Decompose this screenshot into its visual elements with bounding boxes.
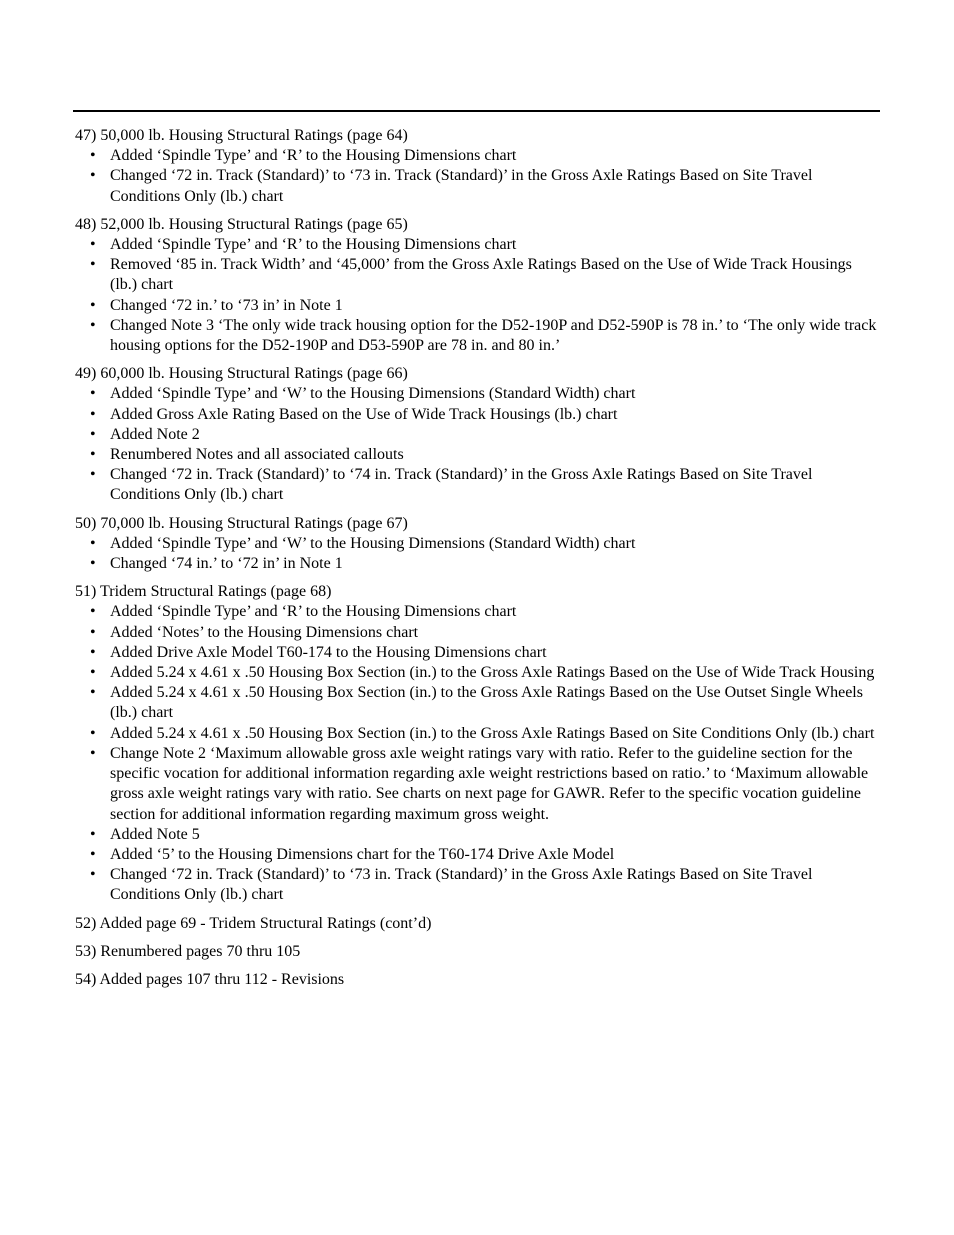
revision-section bbox=[75, 914, 880, 934]
list-item bbox=[75, 166, 880, 206]
list-item-text: Changed ‘72 in.’ to ‘73 in’ in Note 1 bbox=[110, 296, 343, 314]
revision-section bbox=[75, 126, 880, 207]
revision-list bbox=[75, 126, 880, 998]
bullet-glyph: • bbox=[90, 664, 96, 682]
bullet-glyph: • bbox=[90, 147, 96, 165]
list-item-text: Added Gross Axle Rating Based on the Use of Wide Track Housings (lb.) chart bbox=[110, 405, 618, 423]
list-item bbox=[75, 602, 880, 622]
bullet-glyph: • bbox=[90, 167, 96, 185]
bullet-glyph: • bbox=[90, 603, 96, 621]
list-item bbox=[75, 405, 880, 425]
bullet-glyph: • bbox=[90, 643, 96, 661]
list-item bbox=[75, 865, 880, 905]
list-item bbox=[75, 744, 880, 825]
section-heading: 49) 60,000 lb. Housing Structural Ratings (page 66) bbox=[75, 365, 408, 383]
bullet-glyph: • bbox=[90, 385, 96, 403]
list-item bbox=[75, 445, 880, 465]
bullet-glyph: • bbox=[90, 724, 96, 742]
section-heading: 47) 50,000 lb. Housing Structural Ratings (page 64) bbox=[75, 127, 408, 144]
list-item bbox=[75, 384, 880, 404]
list-item-text: Added ‘5’ to the Housing Dimensions chart for the T60-174 Drive Axle Model bbox=[110, 845, 615, 863]
list-item-text: Added ‘Spindle Type’ and ‘R’ to the Housing Dimensions chart bbox=[110, 147, 517, 165]
revision-section bbox=[75, 970, 880, 990]
list-item bbox=[75, 425, 880, 445]
list-item bbox=[75, 623, 880, 643]
list-item bbox=[75, 146, 880, 166]
bullet-glyph: • bbox=[90, 236, 96, 254]
list-item-text: Changed ‘72 in. Track (Standard)’ to ‘74 in. Track (Standard)’ in the Gross Axle Ratings Based on Site Travel Conditions Only (lb.) chart bbox=[110, 466, 813, 504]
bullet-glyph: • bbox=[90, 446, 96, 464]
list-item bbox=[75, 465, 880, 505]
list-item bbox=[75, 235, 880, 255]
bullet-list bbox=[75, 146, 880, 207]
bullet-glyph: • bbox=[90, 405, 96, 423]
bullet-glyph: • bbox=[90, 825, 96, 843]
revision-section bbox=[75, 942, 880, 962]
bullet-glyph: • bbox=[90, 744, 96, 762]
bullet-list bbox=[75, 235, 880, 356]
list-item-text: Added 5.24 x 4.61 x .50 Housing Box Section (in.) to the Gross Axle Ratings Based on the Use Outset Single Wheels (lb.) chart bbox=[110, 684, 863, 722]
revision-section bbox=[75, 582, 880, 905]
revision-section bbox=[75, 364, 880, 505]
section-heading: 48) 52,000 lb. Housing Structural Ratings (page 65) bbox=[75, 215, 408, 233]
list-item-text: Added Note 2 bbox=[110, 425, 200, 443]
list-item bbox=[75, 296, 880, 316]
bullet-glyph: • bbox=[90, 466, 96, 484]
list-item bbox=[75, 554, 880, 574]
revision-section bbox=[75, 215, 880, 356]
list-item-text: Added ‘Spindle Type’ and ‘W’ to the Housing Dimensions (Standard Width) chart bbox=[110, 385, 636, 403]
header-rule bbox=[73, 110, 880, 112]
bullet-glyph: • bbox=[90, 256, 96, 274]
list-item bbox=[75, 255, 880, 295]
list-item-text: Removed ‘85 in. Track Width’ and ‘45,000’ from the Gross Axle Ratings Based on the Use of Wide Track Housings (lb.) chart bbox=[110, 256, 852, 294]
list-item-text: Changed ‘72 in. Track (Standard)’ to ‘73 in. Track (Standard)’ in the Gross Axle Ratings Based on Site Travel Conditions Only (lb.) chart bbox=[110, 866, 813, 904]
list-item bbox=[75, 724, 880, 744]
list-item bbox=[75, 663, 880, 683]
list-item-text: Changed Note 3 ‘The only wide track housing option for the D52-190P and D52-590P is 78 in.’ to ‘The only wide track housing options for the D52-190P and D53-590P are 78 in. and 80 in.’ bbox=[110, 316, 877, 355]
bullet-list bbox=[75, 534, 880, 574]
bullet-glyph: • bbox=[90, 316, 96, 334]
bullet-glyph: • bbox=[90, 684, 96, 702]
bullet-glyph: • bbox=[90, 623, 96, 641]
list-item-text: Added ‘Spindle Type’ and ‘R’ to the Housing Dimensions chart bbox=[110, 236, 517, 254]
list-item-text: Added ‘Notes’ to the Housing Dimensions chart bbox=[110, 623, 419, 641]
section-heading: 52) Added page 69 - Tridem Structural Ratings (cont’d) bbox=[75, 914, 432, 932]
list-item-text: Added 5.24 x 4.61 x .50 Housing Box Section (in.) to the Gross Axle Ratings Based on the Use of Wide Track Housing bbox=[110, 664, 875, 682]
bullet-glyph: • bbox=[90, 555, 96, 573]
section-heading: 50) 70,000 lb. Housing Structural Ratings (page 67) bbox=[75, 514, 408, 532]
list-item bbox=[75, 825, 880, 845]
section-heading: 53) Renumbered pages 70 thru 105 bbox=[75, 942, 301, 960]
list-item-text: Added Note 5 bbox=[110, 825, 200, 843]
list-item-text: Change Note 2 ‘Maximum allowable gross axle weight ratings vary with ratio. Refer to the guideline section for the specific vocation for additional information regarding axle weight restrictions based on ratio.’ to ‘Maximum allowable gross axle weight ratings vary with ratio. See charts on next page for GAWR. Refer to the specific vocation guideline section for additional information regarding maximum gross weight. bbox=[110, 744, 869, 823]
list-item bbox=[75, 534, 880, 554]
list-item-text: Changed ‘74 in.’ to ‘72 in’ in Note 1 bbox=[110, 555, 343, 573]
bullet-glyph: • bbox=[90, 534, 96, 552]
list-item-text: Changed ‘72 in. Track (Standard)’ to ‘73 in. Track (Standard)’ in the Gross Axle Ratings Based on Site Travel Conditions Only (lb.) chart bbox=[110, 167, 813, 205]
section-heading: 51) Tridem Structural Ratings (page 68) bbox=[75, 583, 332, 601]
bullet-glyph: • bbox=[90, 425, 96, 443]
list-item bbox=[75, 845, 880, 865]
revision-section bbox=[75, 514, 880, 575]
bullet-glyph: • bbox=[90, 845, 96, 863]
bullet-list bbox=[75, 384, 880, 505]
list-item bbox=[75, 683, 880, 723]
list-item-text: Added ‘Spindle Type’ and ‘W’ to the Housing Dimensions (Standard Width) chart bbox=[110, 534, 636, 552]
bullet-list bbox=[75, 602, 880, 905]
list-item bbox=[75, 643, 880, 663]
list-item-text: Renumbered Notes and all associated callouts bbox=[110, 446, 404, 464]
list-item bbox=[75, 316, 880, 356]
list-item-text: Added Drive Axle Model T60-174 to the Housing Dimensions chart bbox=[110, 643, 547, 661]
bullet-glyph: • bbox=[90, 866, 96, 884]
bullet-glyph: • bbox=[90, 296, 96, 314]
section-heading: 54) Added pages 107 thru 112 - Revisions bbox=[75, 970, 345, 988]
list-item-text: Added ‘Spindle Type’ and ‘R’ to the Housing Dimensions chart bbox=[110, 603, 517, 621]
list-item-text: Added 5.24 x 4.61 x .50 Housing Box Section (in.) to the Gross Axle Ratings Based on Site Conditions Only (lb.) chart bbox=[110, 724, 875, 742]
